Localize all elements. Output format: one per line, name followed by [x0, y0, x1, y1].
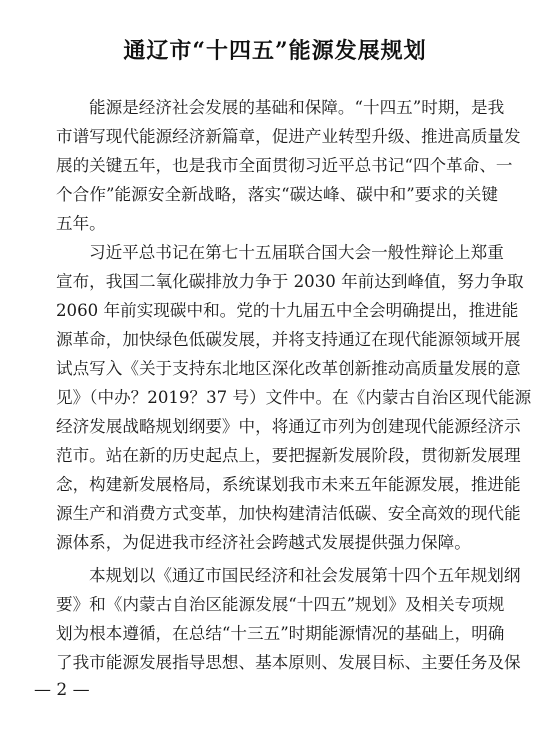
text-line: 经济发展战略规划纲要》中，将通辽市列为创建现代能源经济示 [56, 417, 521, 436]
text-line: 念，构建新发展格局，系统谋划我市未来五年能源发展，推进能 [56, 475, 521, 494]
text-line: 市谱写现代能源经济新篇章，促进产业转型升级、推进高质量发 [56, 127, 521, 146]
page-number: — 2 — [34, 680, 90, 700]
text-line: 试点写入《关于支持东北地区深化改革创新推动高质量发展的意 [56, 359, 521, 378]
text-line: 了我市能源发展指导思想、基本原则、发展目标、主要任务及保 [56, 653, 521, 672]
text-line: 源革命，加快绿色低碳发展，并将支持通辽在现代能源领域开展 [56, 330, 521, 349]
text-line: 见》（中办？2019？37 号）文件中。在《内蒙古自治区现代能源 [56, 388, 532, 407]
text-line: 习近平总书记在第七十五届联合国大会一般性辩论上郑重 [89, 243, 504, 262]
text-line: 划为根本遵循，在总结“十三五”时期能源情况的基础上，明确 [56, 624, 505, 643]
text-line: 展的关键五年，也是我市全面贯彻习近平总书记“四个革命、一 [56, 156, 513, 175]
text-line: 要》和《内蒙古自治区能源发展“十四五”规划》及相关专项规 [56, 595, 505, 614]
text-line: 个合作”能源安全新战略，落实“碳达峰、碳中和”要求的关键 [56, 185, 498, 204]
text-line: 本规划以《通辽市国民经济和社会发展第十四个五年规划纲 [89, 566, 521, 585]
text-line: 2060 年前实现碳中和。党的十九届五中全会明确提出，推进能 [56, 301, 519, 320]
text-line: 五年。 [56, 214, 106, 233]
text-line: 宣布，我国二氧化碳排放力争于 2030 年前达到峰值，努力争取 [56, 272, 524, 291]
text-line: 源体系，为促进我市经济社会跨越式发展提供强力保障。 [56, 533, 471, 552]
text-line: 能源是经济社会发展的基础和保障。“十四五”时期，是我 [89, 98, 505, 117]
document-title: 通辽市“十四五”能源发展规划 [123, 38, 427, 64]
text-line: 范市。站在新的历史起点上，要把握新发展阶段，贯彻新发展理 [56, 446, 521, 465]
text-line: 源生产和消费方式变革，加快构建清洁低碳、安全高效的现代能 [56, 504, 521, 523]
